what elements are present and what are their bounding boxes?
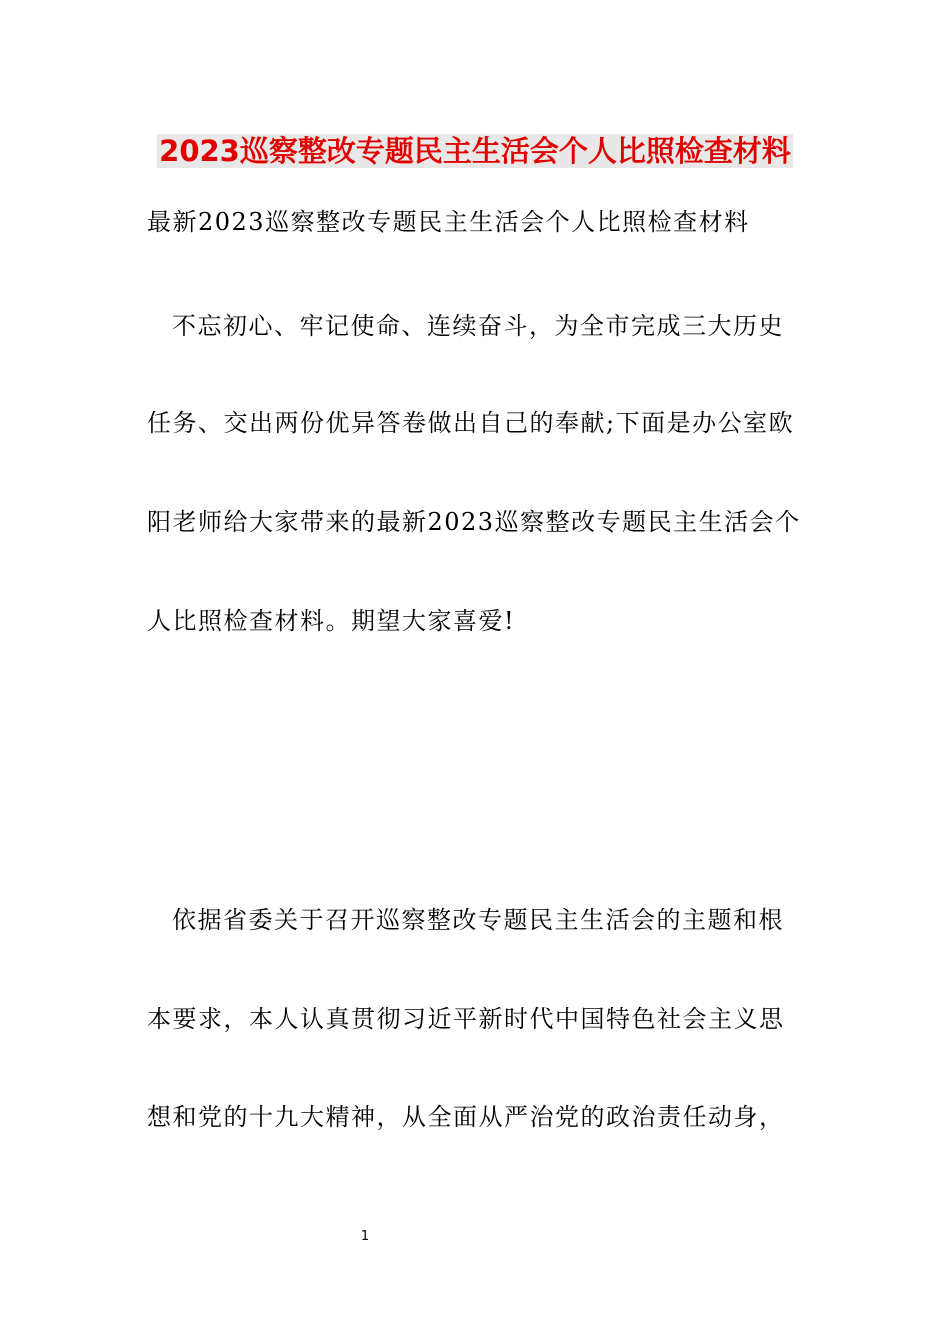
paragraph-line: 任务、交出两份优异答卷做出自己的奉献;下面是办公室欧: [147, 409, 795, 437]
paragraph-line: 依据省委关于召开巡察整改专题民主生活会的主题和根: [172, 906, 784, 934]
paragraph-line: 阳老师给大家带来的最新2023巡察整改专题民主生活会个: [147, 508, 801, 536]
paragraph-line: 想和党的十九大精神，从全面从严治党的政治责任动身，: [147, 1103, 785, 1131]
paragraph-line: 人比照检查材料。期望大家喜爱!: [147, 607, 516, 635]
paragraph-line: 不忘初心、牢记使命、连续奋斗，为全市完成三大历史: [172, 312, 784, 340]
title-text: 2023巡察整改专题民主生活会个人比照检查材料: [159, 134, 791, 168]
subtitle-line: 最新2023巡察整改专题民主生活会个人比照检查材料: [147, 208, 750, 236]
paragraph-line: 本要求，本人认真贯彻习近平新时代中国特色社会主义思: [147, 1005, 785, 1033]
page-number: 1: [360, 1229, 370, 1244]
document-title: [0, 131, 950, 171]
